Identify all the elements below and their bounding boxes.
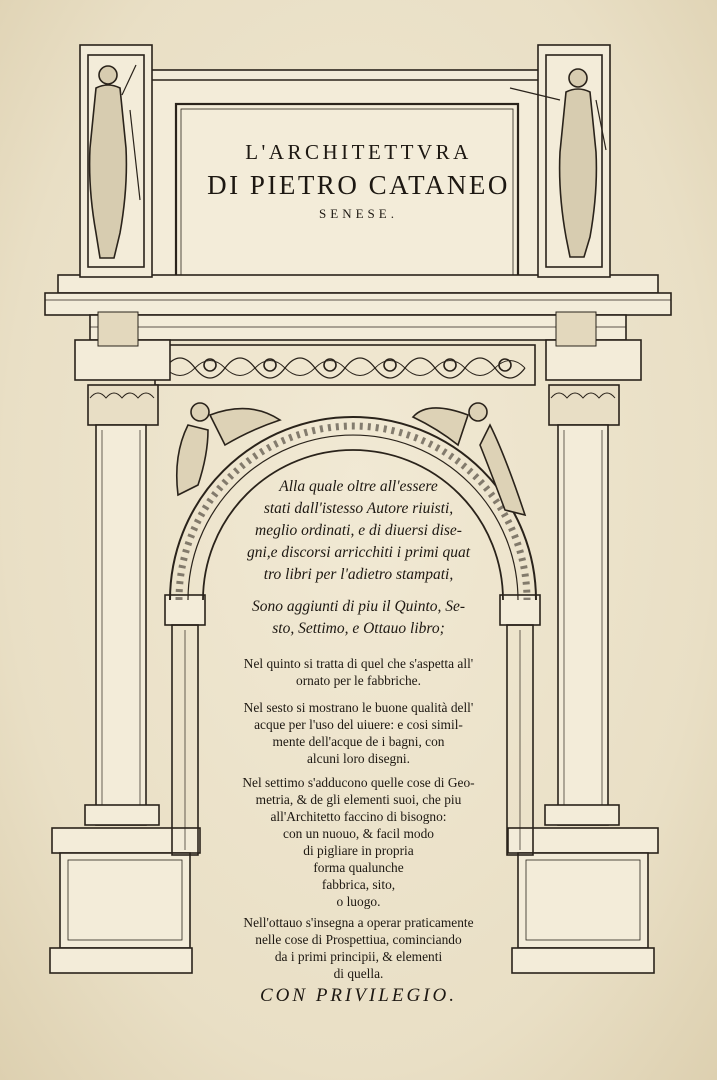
intro-line: meglio ordinati, e di diuersi dise-	[255, 522, 462, 539]
book-seven-line: all'Architetto faccino di bisogno:	[270, 809, 447, 824]
title-line-3: SENESE.	[319, 206, 398, 221]
intro-line: tro libri per l'adietro stampati,	[263, 566, 454, 583]
book-seven-line: forma qualunche	[313, 860, 404, 875]
book-six-line: acque per l'uso del uiuere: e cosi simil-	[254, 717, 463, 732]
book-eight-line: di quella.	[333, 966, 384, 981]
book-five-line: Nel quinto si tratta di quel che s'aspetta all'	[243, 656, 474, 671]
book-eight-line: Nell'ottauo s'insegna a operar praticamente	[243, 915, 474, 930]
foliage-frieze	[155, 345, 535, 385]
title-line-2: DI PIETRO CATANEO	[207, 170, 510, 200]
book-seven-line: metria, & de gli elementi suoi, che piu	[255, 792, 462, 807]
book-six-line: Nel sesto si mostrano le buone qualità dell'	[243, 700, 474, 715]
book-seven-line: Nel settimo s'adducono quelle cose di Geo-	[242, 775, 475, 790]
privilege-notice: CON PRIVILEGIO.	[260, 985, 457, 1006]
title-line-1: L'ARCHITETTVRA	[245, 140, 472, 164]
intro-line: gni,e discorsi arricchiti i primi quat	[246, 544, 471, 561]
book-five-line: ornato per le fabbriche.	[296, 673, 421, 688]
book-six-line: mente dell'acque de i bagni, con	[272, 734, 445, 749]
book-seven-line: con un nuouo, & facil modo	[283, 826, 434, 841]
book-seven-line: fabbrica, sito,	[321, 877, 396, 892]
intro-line: sto, Settimo, e Ottauo libro;	[272, 620, 445, 637]
book-eight-line: da i primi principii, & elementi	[274, 949, 443, 964]
book-eight-line: nelle cose di Prospettiua, cominciando	[255, 932, 462, 947]
intro-line: stati dall'istesso Autore riuisti,	[263, 500, 454, 517]
book-six-line: alcuni loro disegni.	[306, 751, 410, 766]
book-seven-line: o luogo.	[336, 894, 381, 909]
intro-line: Alla quale oltre all'essere	[279, 478, 438, 495]
intro-line: Sono aggiunti di piu il Quinto, Se-	[251, 598, 466, 615]
book-seven-line: di pigliare in propria	[303, 843, 414, 858]
